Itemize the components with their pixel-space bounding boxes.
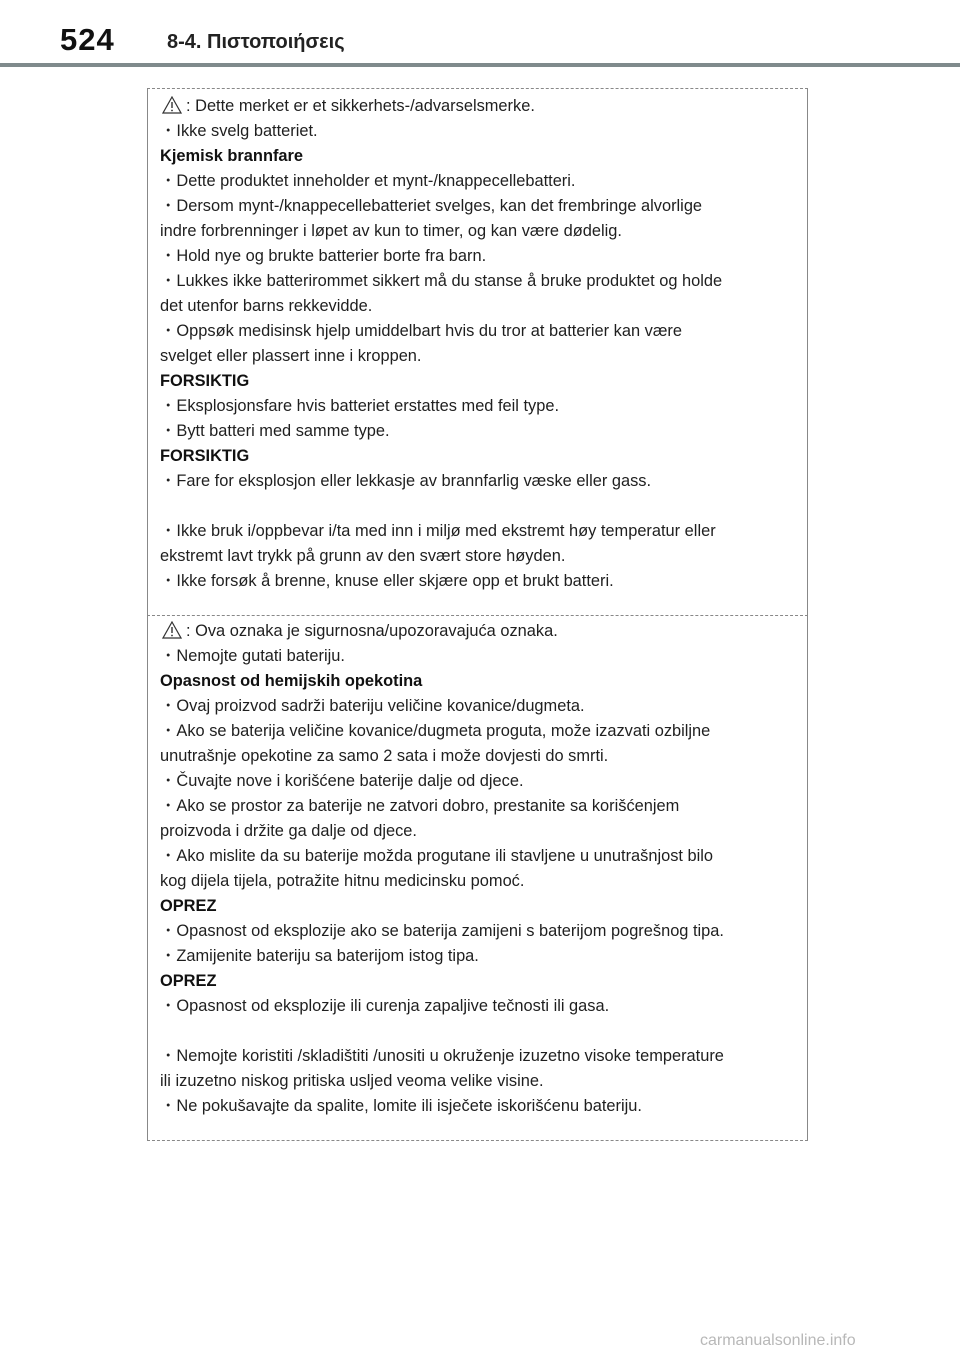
- notice-line: [160, 421, 390, 441]
- notice-text: ・Dersom mynt-/knappecellebatteriet svelges, kan det frembringe alvorlige: [160, 197, 703, 215]
- norwegian-notice-box: [147, 88, 808, 615]
- notice-text: proizvoda i držite ga dalje od djece.: [160, 822, 417, 840]
- notice-text: ・Hold nye og brukte batterier borte fra barn.: [160, 247, 487, 265]
- header-rule: [0, 63, 960, 67]
- notice-line: [160, 471, 651, 491]
- notice-text: ・Opasnost od eksplozije ili curenja zapaljive tečnosti ili gasa.: [160, 997, 610, 1015]
- notice-text: indre forbrenninger i løpet av kun to timer, og kan være dødelig.: [160, 222, 622, 240]
- notice-text: ili izuzetno niskog pritiska usljed veoma velike visine.: [160, 1072, 544, 1090]
- notice-line: [160, 846, 713, 866]
- notice-line: [160, 696, 585, 716]
- notice-text: svelget eller plassert inne i kroppen.: [160, 347, 422, 365]
- notice-text: OPREZ: [160, 897, 217, 915]
- notice-line: [160, 621, 558, 641]
- notice-line: [160, 246, 486, 266]
- notice-text: ・Dette produktet inneholder et mynt-/knappecellebatteri.: [160, 172, 576, 190]
- section-heading: [160, 971, 216, 991]
- section-heading: [160, 371, 249, 391]
- footer-watermark: carmanualsonline.info: [700, 1332, 856, 1349]
- croatian-notice-box: [147, 615, 808, 1141]
- notice-text: ・Bytt batteri med samme type.: [160, 422, 390, 440]
- notice-line: [160, 796, 679, 816]
- section-heading: [160, 146, 303, 166]
- notice-text: ・Ne pokušavajte da spalite, lomite ili isječete iskorišćenu bateriju.: [160, 1097, 642, 1115]
- notice-text: : Dette merket er et sikkerhets-/advarselsmerke.: [186, 97, 535, 115]
- notice-line: [160, 396, 559, 416]
- notice-line: [160, 1046, 724, 1066]
- notice-text: ・Fare for eksplosjon eller lekkasje av brannfarlig væske eller gass.: [160, 472, 652, 490]
- notice-text: ・Nemojte koristiti /skladištiti /unositi u okruženje izuzetno visoke temperature: [160, 1047, 724, 1065]
- notice-text: ekstremt lavt trykk på grunn av den svært store høyden.: [160, 547, 566, 565]
- notice-line: [160, 871, 524, 891]
- notice-text: : Ova oznaka je sigurnosna/upozoravajuća oznaka.: [186, 622, 558, 640]
- section-heading: [160, 446, 249, 466]
- notice-text: OPREZ: [160, 972, 217, 990]
- notice-text: ・Ikke forsøk å brenne, knuse eller skjære opp et brukt batteri.: [160, 572, 614, 590]
- notice-text: Opasnost od hemijskih opekotina: [160, 672, 423, 690]
- notice-line: [160, 571, 614, 591]
- notice-line: [160, 296, 372, 316]
- notice-line: [160, 346, 421, 366]
- notice-line: [160, 171, 575, 191]
- page-number: 524: [60, 22, 115, 57]
- notice-text: ・Lukkes ikke batterirommet sikkert må du stanse å bruke produktet og holde: [160, 272, 723, 290]
- notice-line: [160, 271, 722, 291]
- notice-text: FORSIKTIG: [160, 372, 250, 390]
- section-title: 8-4. Πιστοποιήσεις: [167, 31, 345, 53]
- notice-text: ・Ako se prostor za baterije ne zatvori dobro, prestanite sa korišćenjem: [160, 797, 680, 815]
- warning-triangle-icon: [162, 96, 182, 114]
- notice-text: det utenfor barns rekkevidde.: [160, 297, 373, 315]
- notice-text: ・Ako mislite da su baterije možda progutane ili stavljene u unutrašnjost bilo: [160, 847, 714, 865]
- notice-text: ・Zamijenite bateriju sa baterijom istog tipa.: [160, 947, 479, 965]
- notice-line: [160, 1071, 544, 1091]
- notice-text: ・Ikke bruk i/oppbevar i/ta med inn i miljø med ekstremt høy temperatur eller: [160, 522, 716, 540]
- notice-text: ・Oppsøk medisinsk hjelp umiddelbart hvis du tror at batterier kan være: [160, 322, 682, 340]
- notice-text: ・Opasnost od eksplozije ako se baterija zamijeni s baterijom pogrešnog tipa.: [160, 922, 724, 940]
- notice-text: ・Ovaj proizvod sadrži bateriju veličine kovanice/dugmeta.: [160, 697, 585, 715]
- notice-line: [160, 746, 608, 766]
- notice-line: [160, 996, 609, 1016]
- notice-line: [160, 221, 622, 241]
- notice-line: [160, 121, 318, 141]
- section-heading: [160, 896, 216, 916]
- notice-text: FORSIKTIG: [160, 447, 250, 465]
- notice-line: [160, 96, 535, 116]
- section-heading: [160, 671, 422, 691]
- notice-line: [160, 521, 716, 541]
- notice-line: [160, 921, 724, 941]
- notice-line: [160, 821, 417, 841]
- notice-text: ・Nemojte gutati bateriju.: [160, 647, 345, 665]
- warning-triangle-icon: [162, 621, 182, 639]
- notice-line: [160, 771, 524, 791]
- page-header: [0, 0, 960, 66]
- notice-text: ・Ikke svelg batteriet.: [160, 122, 318, 140]
- notice-line: [160, 646, 345, 666]
- notice-text: unutrašnje opekotine za samo 2 sata i može dovjesti do smrti.: [160, 747, 609, 765]
- notice-text: ・Eksplosjonsfare hvis batteriet erstattes med feil type.: [160, 397, 560, 415]
- notice-text: ・Čuvajte nove i korišćene baterije dalje od djece.: [160, 772, 524, 790]
- notice-line: [160, 321, 682, 341]
- notice-text: kog dijela tijela, potražite hitnu medicinsku pomoć.: [160, 872, 525, 890]
- notice-text: Kjemisk brannfare: [160, 147, 304, 165]
- notice-line: [160, 946, 479, 966]
- notice-text: ・Ako se baterija veličine kovanice/dugmeta proguta, može izazvati ozbiljne: [160, 722, 711, 740]
- notice-line: [160, 196, 702, 216]
- notice-line: [160, 546, 565, 566]
- notice-line: [160, 1096, 642, 1116]
- notice-line: [160, 721, 710, 741]
